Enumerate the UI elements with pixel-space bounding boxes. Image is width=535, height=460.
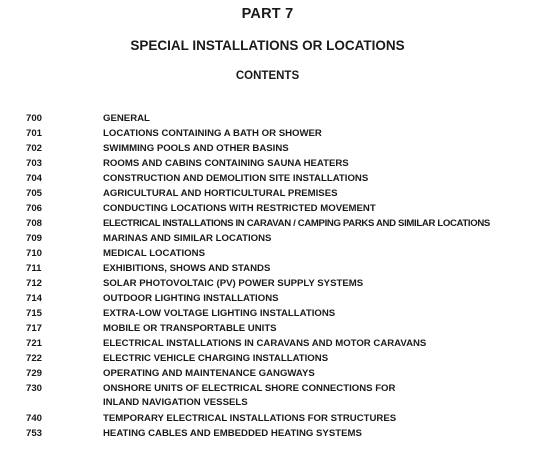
toc-title: LOCATIONS CONTAINING A BATH OR SHOWER: [103, 128, 322, 139]
toc-title: EXHIBITIONS, SHOWS AND STANDS: [103, 263, 271, 274]
toc-title: TEMPORARY ELECTRICAL INSTALLATIONS FOR STRUCTURES: [103, 413, 397, 424]
toc-entry-722[interactable]: [0, 351, 535, 366]
toc-entry-700[interactable]: [0, 111, 535, 126]
toc-number: 708: [26, 218, 43, 229]
toc-number: 710: [26, 248, 43, 259]
contents-heading: CONTENTS: [235, 70, 300, 82]
toc-number: 711: [26, 263, 42, 274]
toc-number: 729: [26, 368, 43, 379]
toc-entry-701[interactable]: [0, 126, 535, 141]
toc-entry-702[interactable]: [0, 141, 535, 156]
toc-entry-710[interactable]: [0, 246, 535, 261]
toc-entry-740[interactable]: [0, 411, 535, 426]
toc-number: 701: [26, 128, 43, 139]
toc-title: SOLAR PHOTOVOLTAIC (PV) POWER SUPPLY SYSTEMS: [103, 278, 364, 289]
toc-entry-717[interactable]: [0, 321, 535, 336]
toc-entry-753[interactable]: [0, 426, 535, 441]
toc-entry-704[interactable]: [0, 171, 535, 186]
toc-title: ELECTRIC VEHICLE CHARGING INSTALLATIONS: [103, 353, 329, 364]
toc-title: ROOMS AND CABINS CONTAINING SAUNA HEATERS: [103, 158, 349, 169]
toc-entry-712[interactable]: [0, 276, 535, 291]
toc-title: ELECTRICAL INSTALLATIONS IN CARAVANS AND MOTOR CARAVANS: [103, 338, 427, 349]
toc-title: ONSHORE UNITS OF ELECTRICAL SHORE CONNECTIONS FOR INLAND NAVIGATION VESSELS: [103, 383, 396, 408]
toc-number: 704: [26, 173, 43, 184]
toc-entry-709[interactable]: [0, 231, 535, 246]
toc-entry-714[interactable]: [0, 291, 535, 306]
toc-number: 730: [26, 383, 43, 394]
section-title: SPECIAL INSTALLATIONS OR LOCATIONS: [130, 38, 405, 53]
toc-title: CONSTRUCTION AND DEMOLITION SITE INSTALLATIONS: [103, 173, 369, 184]
table-of-contents: [0, 111, 535, 441]
toc-number: 702: [26, 143, 43, 154]
toc-title: MARINAS AND SIMILAR LOCATIONS: [103, 233, 272, 244]
toc-title: CONDUCTING LOCATIONS WITH RESTRICTED MOVEMENT: [103, 203, 376, 214]
toc-number: 715: [26, 308, 43, 319]
toc-title: ELECTRICAL INSTALLATIONS IN CARAVAN / CAMPING PARKS AND SIMILAR LOCATIONS: [103, 218, 490, 229]
toc-title: OPERATING AND MAINTENANCE GANGWAYS: [103, 368, 315, 379]
toc-title: OUTDOOR LIGHTING INSTALLATIONS: [103, 293, 279, 304]
part-heading: PART 7: [241, 6, 294, 22]
toc-number: 740: [26, 413, 43, 424]
toc-entry-703[interactable]: [0, 156, 535, 171]
toc-entry-708[interactable]: [0, 216, 535, 231]
toc-entry-721[interactable]: [0, 336, 535, 351]
toc-entry-705[interactable]: [0, 186, 535, 201]
toc-title: GENERAL: [103, 113, 150, 124]
toc-title: EXTRA-LOW VOLTAGE LIGHTING INSTALLATIONS: [103, 308, 336, 319]
toc-entry-711[interactable]: [0, 261, 535, 276]
toc-title: HEATING CABLES AND EMBEDDED HEATING SYSTEMS: [103, 428, 362, 439]
toc-entry-715[interactable]: [0, 306, 535, 321]
toc-title: MEDICAL LOCATIONS: [103, 248, 205, 259]
toc-title: SWIMMING POOLS AND OTHER BASINS: [103, 143, 289, 154]
toc-entry-729[interactable]: [0, 366, 535, 381]
toc-title: MOBILE OR TRANSPORTABLE UNITS: [103, 323, 277, 334]
toc-number: 703: [26, 158, 43, 169]
toc-number: 706: [26, 203, 43, 214]
toc-number: 709: [26, 233, 43, 244]
toc-number: 722: [26, 353, 43, 364]
toc-number: 705: [26, 188, 43, 199]
toc-number: 753: [26, 428, 43, 439]
toc-number: 717: [26, 323, 43, 334]
toc-title: AGRICULTURAL AND HORTICULTURAL PREMISES: [103, 188, 338, 199]
toc-number: 712: [26, 278, 43, 289]
toc-entry-706[interactable]: [0, 201, 535, 216]
toc-number: 700: [26, 113, 43, 124]
toc-entry-730[interactable]: [0, 381, 535, 411]
toc-number: 714: [26, 293, 43, 304]
toc-number: 721: [26, 338, 43, 349]
